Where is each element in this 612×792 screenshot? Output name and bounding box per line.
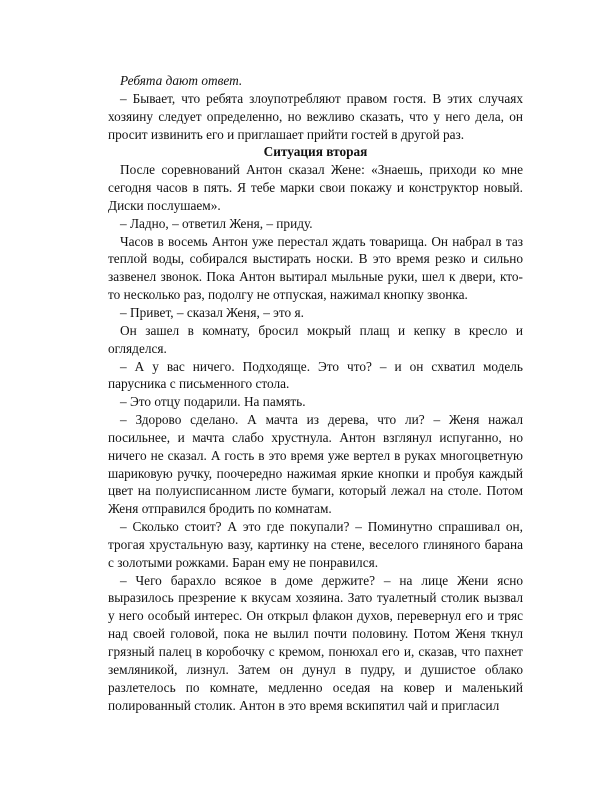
paragraph: – Сколько стоит? А это где покупали? – Поминутно спрашивал он, трогая хрустальную вазу, картинку на стене, веселого глиняного барана с золотыми рожками. Баран ему не понравился.: [108, 519, 523, 570]
paragraph: Часов в восемь Антон уже перестал ждать товарища. Он набрал в таз теплой воды, собирался выстирать носки. В это время резко и сильно зазвенел звонок. Пока Антон вытирал мыльные руки, шел к двери, кто-то несколько раз, подолгу не отпуская, нажимал кнопку звонка.: [108, 233, 523, 303]
paragraph: – Чего барахло всякое в доме держите? – на лице Жени ясно выразилось презрение к вкусам хозяина. Зато туалетный столик вызвал у него особый интерес. Он открыл флакон духов, перевернул его и тряс над своей головой, пока не вылил почти половину. Потом Женя ткнул грязный палец в коробочку с кремом, понюхал его и, сказав, что пахнет земляникой, лизнул. Затем он дунул в пудру, и душистое облако разлетелось по комнате, медленно оседая на ковер и маленький полированный столик. Антон в это время вскипятил чай и пригласил: [108, 572, 523, 713]
text-body: [108, 72, 523, 714]
section-heading: Ситуация вторая: [263, 144, 368, 160]
paragraph: – Бывает, что ребята злоупотребляют правом гостя. В этих случаях хозяину следует определенно, но вежливо сказать, что у него дела, он просит извинить его и приглашает прийти гостей в другой раз.: [108, 90, 523, 142]
paragraph: – Ладно, – ответил Женя, – приду.: [120, 215, 313, 231]
paragraph: – А у вас ничего. Подходяще. Это что? – и он схватил модель парусника с письменного стола.: [108, 358, 523, 392]
paragraph: – Это отцу подарили. На память.: [120, 394, 306, 410]
paragraph: – Здорово сделано. А мачта из дерева, что ли? – Женя нажал посильнее, и мачта слабо хрустнула. Антон взглянул испуганно, но ничего не сказал. А гость в это время уже вертел в руках многоцветную шариковую ручку, поочередно нажимая яркие кнопки и пробуя каждый цвет на полуисписанном листе бумаги, который лежал на столе. Потом Женя отправился бродить по комнатам.: [108, 412, 523, 517]
paragraph: Он зашел в комнату, бросил мокрый плащ и кепку в кресло и огляделся.: [108, 322, 523, 356]
paragraph: – Привет, – сказал Женя, – это я.: [120, 304, 304, 320]
paragraph: После соревнований Антон сказал Жене: «Знаешь, приходи ко мне сегодня часов в пять. Я тебе марки свои покажу и конструктор новый. Диски послушаем».: [108, 162, 523, 213]
paragraph-answer-note: Ребята дают ответ.: [120, 73, 243, 88]
